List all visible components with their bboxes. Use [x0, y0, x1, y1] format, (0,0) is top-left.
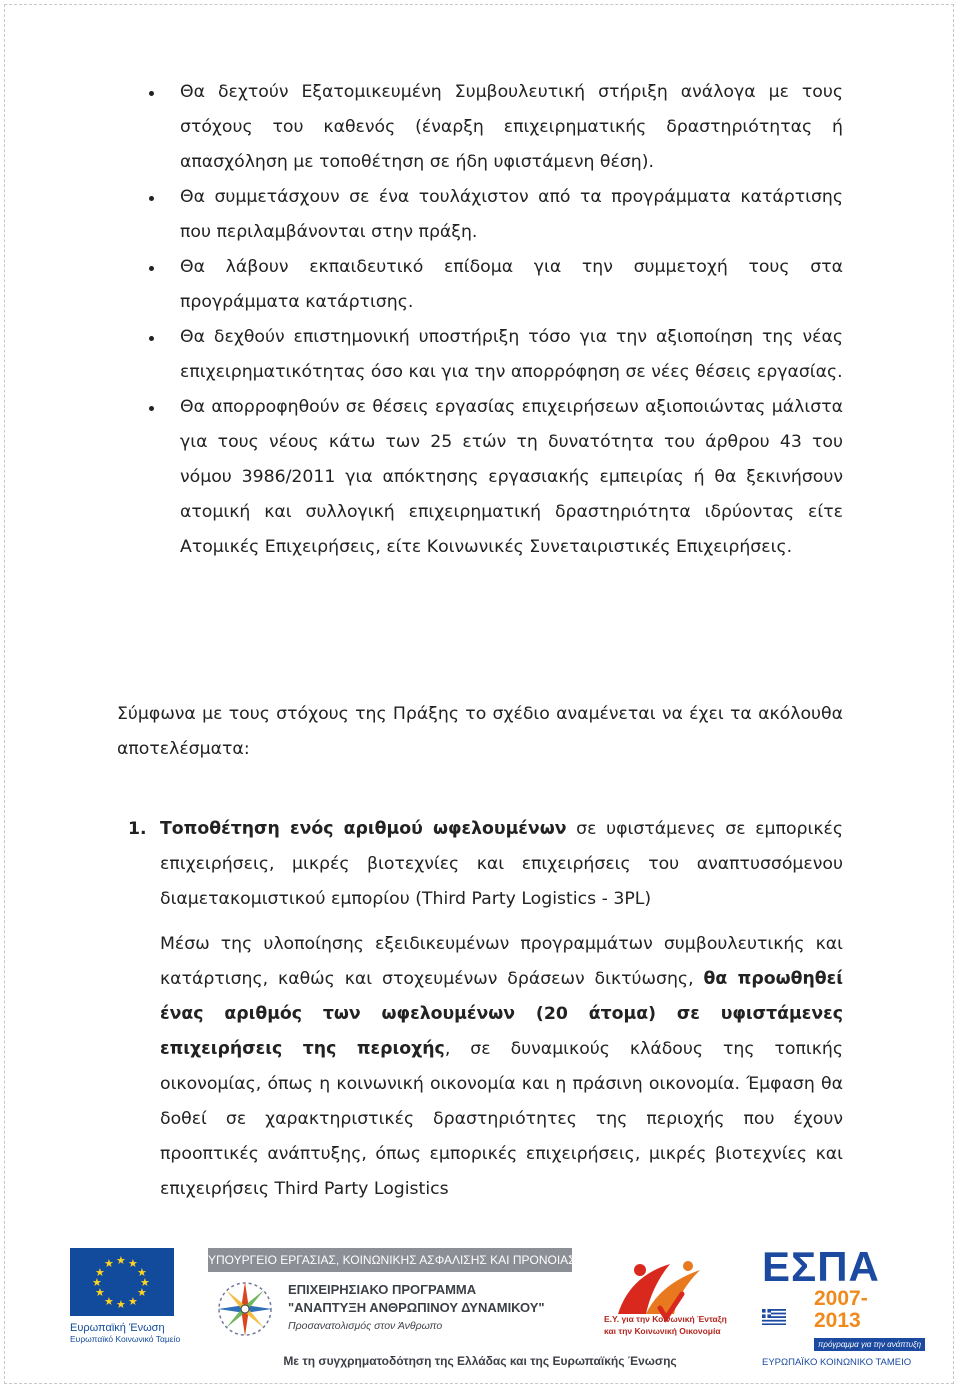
result-description-start: Μέσω της υλοποίησης εξειδικευμένων προγραμμάτων συμβουλευτικής και κατάρτισης, καθώς και στοχευμένων δράσεων δικτύωσης, [160, 934, 843, 989]
program-title-line2: "ΑΝΑΠΤΥΞΗ ΑΝΘΡΩΠΙΝΟΥ ΔΥΝΑΜΙΚΟΥ" [288, 1300, 545, 1315]
eu-fund-caption: Ευρωπαϊκό Κοινωνικό Ταμείο [70, 1334, 181, 1344]
result-description-bold: θα προωθηθεί ένας αριθμός των ωφελουμένων (20 άτομα) σε υφιστάμενες επιχειρήσεις της περιοχής [160, 969, 843, 1059]
benefits-bullet-list [180, 75, 843, 565]
bullet-item: Θα συμμετάσχουν σε ένα τουλάχιστον από τα προγράμματα κατάρτισης που περιλαμβάνονται στην πράξη. [180, 180, 843, 250]
result-description-end: , σε δυναμικούς κλάδους της τοπικής οικονομίας, όπως η κοινωνική οικονομία και η πράσινη οικονομία. Έμφαση θα δοθεί σε χαρακτηριστικές δραστηριότητες της περιοχής που έχουν προοπτικές ανάπτυξης, όπως εμπορικές επιχειρήσεις, μικρές βιοτεχνίες και επιχειρήσεις Third Party Logistics [160, 1039, 843, 1199]
result-item-1 [128, 812, 844, 1207]
result-title-rest: σε υφιστάμενες σε εμπορικές επιχειρήσεις, μικρές βιοτεχνίες και επιχειρήσεις του αναπτυσσόμενου διαμετακομιστικού εμπορίου (Third Party Logistics - 3PL) [160, 819, 844, 909]
funding-footer [0, 1240, 960, 1390]
program-slogan: Προσανατολισμός στον Άνθρωπο [288, 1320, 443, 1332]
ey-caption-line2: και την Κοινωνική Οικονομία [604, 1326, 721, 1336]
eu-caption: Ευρωπαϊκή Ένωση [70, 1322, 165, 1334]
cofunding-statement: Με τη συγχρηματοδότηση της Ελλάδας και της Ευρωπαϊκής Ένωσης [283, 1354, 677, 1368]
bullet-item: Θα δεχθούν επιστημονική υποστήριξη τόσο για την αξιοποίηση της νέας επιχειρηματικότητας όσο και για την απορρόφηση σε νέες θέσεις εργασίας. [180, 320, 843, 390]
ey-caption-line1: Ε.Υ. για την Κοινωνική Ένταξη [604, 1314, 727, 1324]
ministry-banner: ΥΠΟΥΡΓΕΙΟ ΕΡΓΑΣΙΑΣ, ΚΟΙΝΩΝΙΚΗΣ ΑΣΦΑΛΙΣΗΣ ΚΑΙ ΠΡΟΝΟΙΑΣ [208, 1248, 572, 1272]
espa-logo [762, 1243, 922, 1368]
espa-years: 2007-2013 [814, 1287, 868, 1332]
bullet-item: Θα δεχτούν Εξατομικευμένη Συμβουλευτική στήριξη ανάλογα με τους στόχους του καθενός (έναρξη επιχειρηματικής δραστηριότητας ή απασχόληση με τοποθέτηση σε ήδη υφιστάμενη θέση). [180, 75, 843, 180]
result-description [160, 927, 843, 1207]
espa-slogan: πρόγραμμα για την ανάπτυξη [814, 1338, 925, 1351]
result-number: 1. [128, 819, 147, 839]
results-intro-paragraph: Σύμφωνα με τους στόχους της Πράξης το σχέδιο αναμένεται να έχει τα ακόλουθα αποτελέσματα: [117, 704, 843, 759]
result-title [160, 812, 843, 917]
program-title-line1: ΕΠΙΧΕΙΡΗΣΙΑΚΟ ΠΡΟΓΡΑΜΜΑ [288, 1282, 477, 1297]
eu-logo [70, 1248, 181, 1344]
espa-title: ΕΣΠΑ [762, 1243, 880, 1290]
result-title-bold: Τοποθέτηση ενός αριθμού ωφελουμένων [160, 819, 567, 839]
bullet-item: Θα απορροφηθούν σε θέσεις εργασίας επιχειρήσεων αξιοποιώντας μάλιστα για τους νέους κάτω των 25 ετών τη δυνατότητα του άρθρου 43 του νόμου 3986/2011 για απόκτησης εργασιακής εμπειρίας ή θα ξεκινήσουν ατομική και συλλογική επιχειρηματική δραστηριότητα ιδρύοντας είτε Ατομικές Επιχειρήσεις, είτε Κοινωνικές Συνεταιριστικές Επιχειρήσεις. [180, 390, 843, 565]
espa-fund-caption: ΕΥΡΩΠΑΪΚΟ ΚΟΙΝΩΝΙΚΟ ΤΑΜΕΙΟ [762, 1357, 912, 1368]
greek-flag-icon [762, 1309, 786, 1325]
eu-flag-icon: ★ ★ ★ ★ ★ ★ ★ ★ ★ ★ ★ ★ [70, 1248, 174, 1316]
bullet-item: Θα λάβουν εκπαιδευτικό επίδομα για την συμμετοχή τους στα προγράμματα κατάρτισης. [180, 250, 843, 320]
ey-social-inclusion-logo-icon [600, 1256, 730, 1336]
compass-icon [216, 1280, 274, 1338]
